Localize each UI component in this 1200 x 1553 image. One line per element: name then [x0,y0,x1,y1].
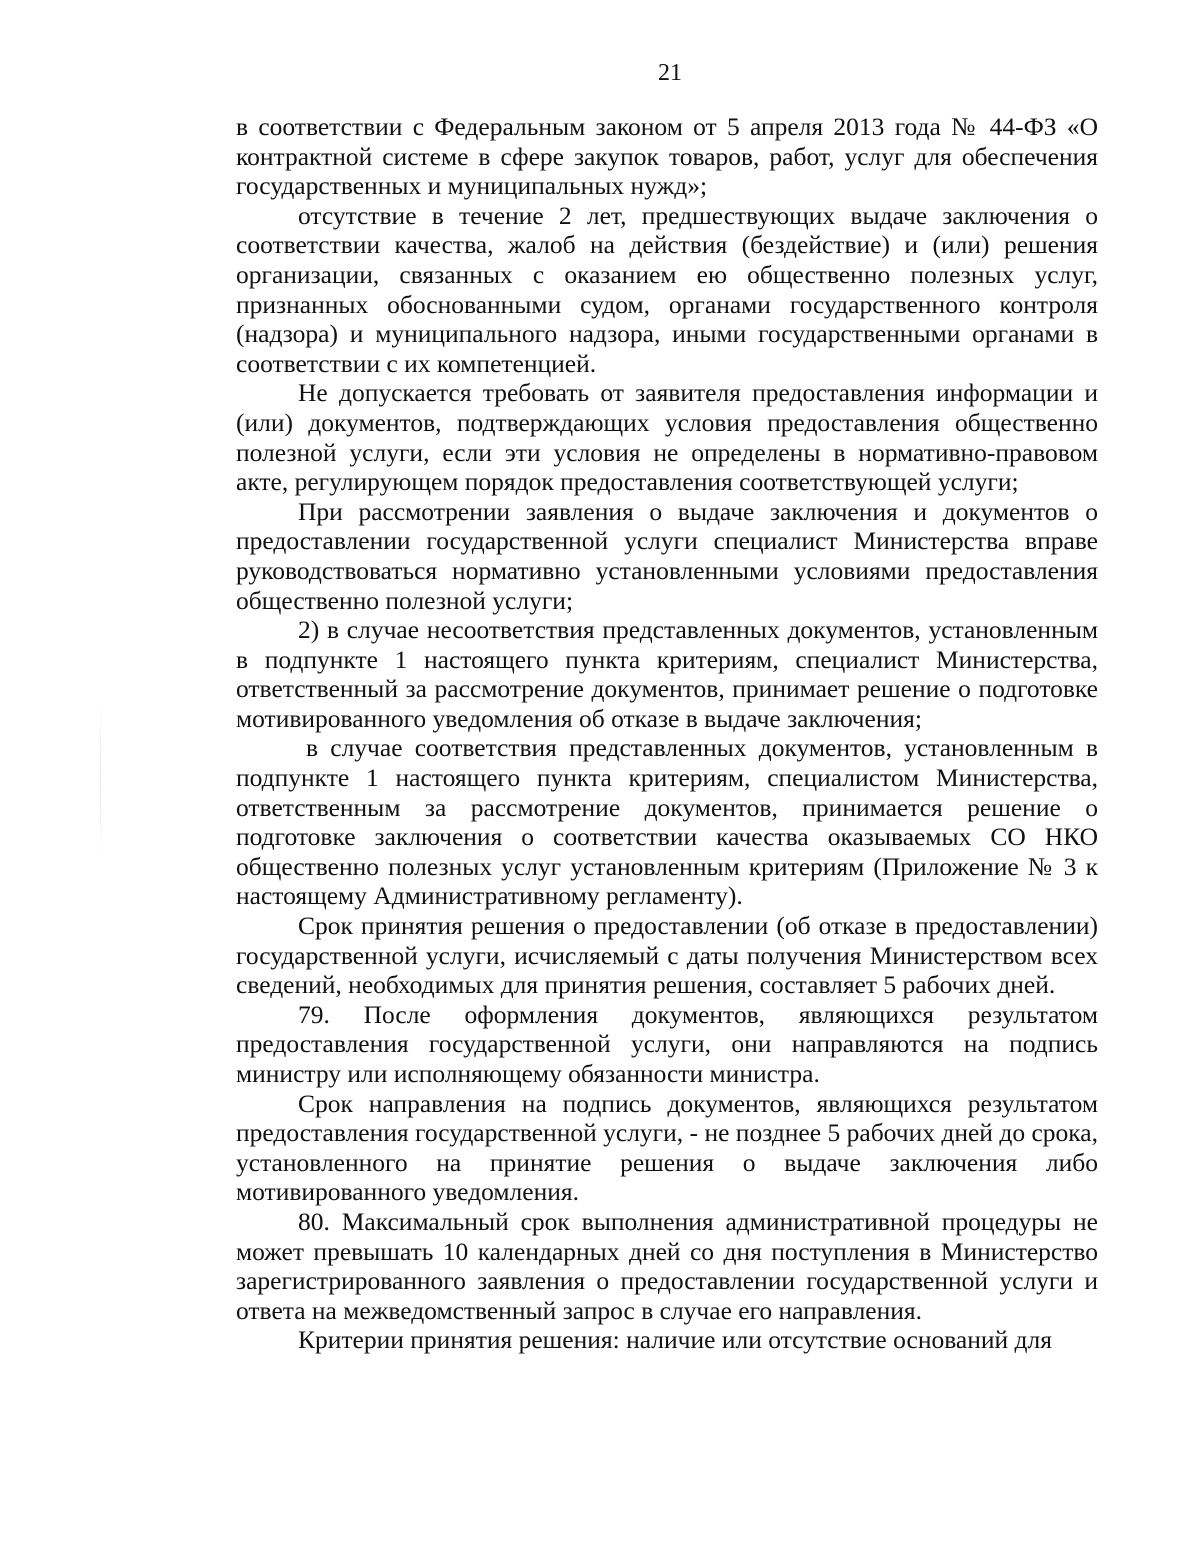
scan-artifact [100,700,101,860]
page-number: 21 [658,60,682,86]
paragraph-11: Критерии принятия решения: наличие или отсутствие оснований для [298,1325,1052,1355]
paragraph-4: При рассмотрении заявления о выдаче заключения и документов о предоставлении государственной услуги специалист Министерства вправе руководствоваться нормативно установленными условиями предоставления общественно полезной услуги; [236,496,1098,615]
paragraph-8: 79. После оформления документов, являющихся результатом предоставления государственной услуги, они направляются на подпись министру или исполняющему обязанности министра. [236,999,1098,1088]
paragraph-9: Срок направления на подпись документов, являющихся результатом предоставления государственной услуги, - не позднее 5 рабочих дней до срока, установленного на принятие решения о выдаче заключения либо мотивированного уведомления. [236,1088,1098,1207]
paragraph-5: 2) в случае несоответствия представленных документов, установленным в подпункте 1 настоящего пункта критериям, специалист Министерства, ответственный за рассмотрение документов, принимает решение о подготовке мотивированного уведомления об отказе в выдаче заключения; [236,615,1098,733]
paragraph-2: отсутствие в течение 2 лет, предшествующих выдаче заключения о соответствии качества, жалоб на действия (бездействие) и (или) решения организации, связанных с оказанием ею общественно полезных услуг, признанных обоснованными судом, органами государственного контроля (надзора) и муниципального надзора, иными государственными органами в соответствии с их компетенцией. [236,200,1098,378]
paragraph-3: Не допускается требовать от заявителя предоставления информации и (или) документов, подтверждающих условия предоставления общественно полезной услуги, если эти условия не определены в нормативно-правовом акте, регулирующем порядок предоставления соответствующей услуги; [236,378,1098,497]
paragraph-1: в соответствии с Федеральным законом от 5 апреля 2013 года № 44-ФЗ «О контрактной системе в сфере закупок товаров, работ, услуг для обеспечения государственных и муниципальных нужд»; [236,112,1098,201]
paragraph-7: Срок принятия решения о предоставлении (об отказе в предоставлении) государственной услуги, исчисляемый с даты получения Министерством всех сведений, необходимых для принятия решения, составляет 5 рабочих дней. [236,911,1098,1000]
paragraph-10: 80. Максимальный срок выполнения административной процедуры не может превышать 10 календарных дней со дня поступления в Министерство зарегистрированного заявления о предоставлении государственной услуги и ответа на межведомственный запрос в случае его направления. [236,1206,1098,1325]
paragraph-6: в случае соответствия представленных документов, установленным в подпункте 1 настоящего пункта критериям, специалистом Министерства, ответственным за рассмотрение документов, принимается решение о подготовке заключения о соответствии качества оказываемых СО НКО общественно полезных услуг установленным критериям (Приложение № 3 к настоящему Административному регламенту). [236,733,1098,911]
document-body [236,112,1098,1355]
